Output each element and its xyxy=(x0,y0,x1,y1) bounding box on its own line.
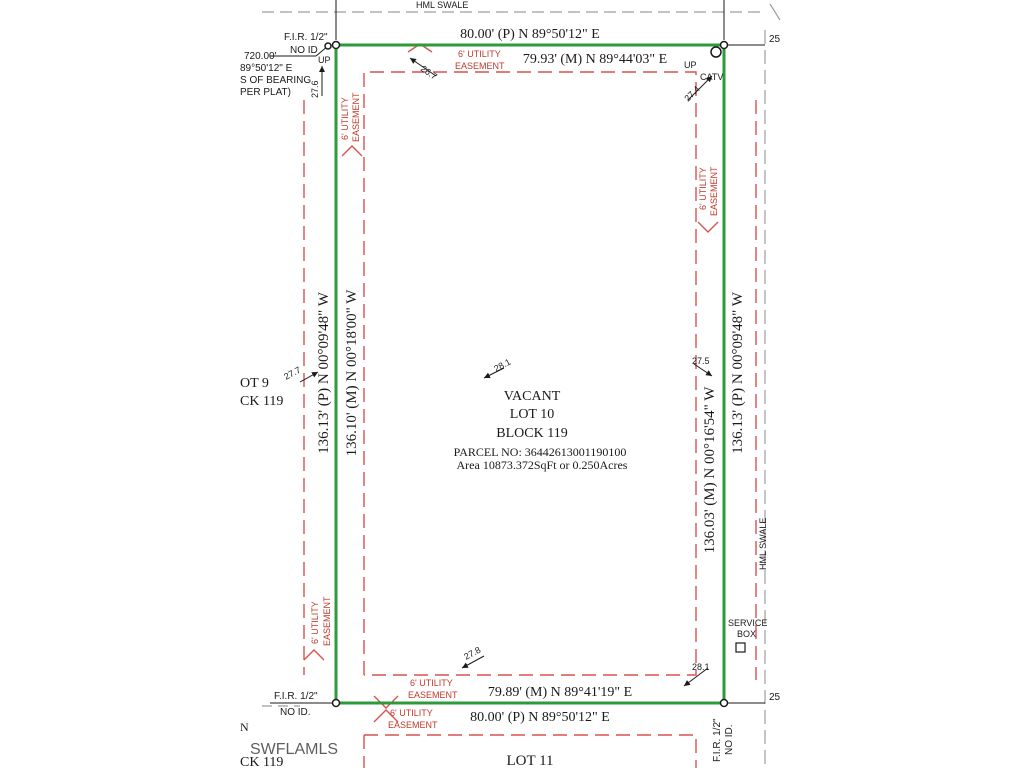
no-id-top-left: NO ID xyxy=(290,45,318,56)
no-id-bottom-left: NO ID. xyxy=(280,707,311,718)
lot-number: LOT 10 xyxy=(509,407,555,422)
easement-right-line1: 6' UTILITY xyxy=(698,167,708,210)
monument-bottom-left xyxy=(333,700,340,707)
offset-26-7: 26.7 xyxy=(418,63,439,82)
basis-bearing: S OF BEARING xyxy=(240,75,312,86)
easement-bottom-line1: 6' UTILITY xyxy=(410,678,453,688)
lot11-n: N xyxy=(240,720,249,734)
corner-monuments xyxy=(325,42,728,707)
fir-bottom-left: F.I.R. 1/2" xyxy=(274,691,318,702)
fir-bottom-right: F.I.R. 1/2" xyxy=(712,718,723,762)
easement-bottom-line2: EASEMENT xyxy=(408,690,458,700)
monument-top-right xyxy=(721,42,728,49)
bearing-small: 89°50'12" E xyxy=(240,63,293,74)
right-meas-bearing: 136.03' (M) N 00°16'54" W xyxy=(702,386,718,554)
offset-arrows xyxy=(300,58,712,686)
lot11-block: CK 119 xyxy=(240,755,284,768)
offset-27-7: 27.7 xyxy=(282,364,303,382)
parcel-number: PARCEL NO: 36442613001190100 xyxy=(453,445,627,459)
service-box-icon xyxy=(736,643,745,652)
offset-28-1-br: 28.1 xyxy=(692,662,710,672)
top-meas-bearing: 79.93' (M) N 89°44'03" E xyxy=(522,52,668,67)
easement-left-line1: 6' UTILITY xyxy=(340,97,350,140)
offset-27-6: 27.6 xyxy=(310,80,320,98)
right-plat-bearing: 136.13' (P) N 00°09'48" W xyxy=(730,292,746,454)
bottom-meas-bearing: 79.89' (M) N 89°41'19" E xyxy=(487,685,633,700)
left-meas-bearing: 136.10' (M) N 00°18'00" W xyxy=(344,289,360,457)
dist-720: 720.00' xyxy=(244,51,277,62)
offset-27-5: 27.5 xyxy=(692,356,710,366)
easement-lot11-line2: EASEMENT xyxy=(388,720,438,730)
easement-top-line2: EASEMENT xyxy=(455,61,505,71)
num-25-bottom: 25 xyxy=(769,692,781,703)
left-plat-bearing: 136.13' (P) N 00°09'48" W xyxy=(316,292,332,454)
easement-chevrons xyxy=(304,44,718,722)
num-25-top: 25 xyxy=(769,34,781,45)
easement-lot11-line1: 6' UTILITY xyxy=(390,708,433,718)
lot9-line1: OT 9 xyxy=(240,376,269,391)
monument-top-left xyxy=(333,42,340,49)
offset-28-1-center: 28.1 xyxy=(492,356,513,374)
top-plat-bearing: 80.00' (P) N 89°50'12" E xyxy=(460,27,600,42)
lot-area: Area 10873.372SqFt or 0.250Acres xyxy=(456,458,628,472)
easement-lower-left-line1: 6' UTILITY xyxy=(310,601,320,644)
lot11-label: LOT 11 xyxy=(506,753,554,768)
swale-label-right: HML SWALE xyxy=(758,517,768,570)
up-top-left: UP xyxy=(318,55,331,65)
offset-27-4: 27.4 xyxy=(682,83,702,104)
lot-block: BLOCK 119 xyxy=(496,426,568,441)
swale-label-top: HML SWALE xyxy=(416,0,469,10)
no-id-bottom-right: NO ID. xyxy=(724,724,735,755)
offset-27-8: 27.8 xyxy=(462,644,483,662)
fir-top-left: F.I.R. 1/2" xyxy=(284,32,328,43)
per-plat: PER PLAT) xyxy=(240,87,291,98)
monument-bottom-right xyxy=(721,700,728,707)
easement-left-line2: EASEMENT xyxy=(351,92,361,142)
utility-pole-top-right xyxy=(711,47,721,57)
lot9-line2: CK 119 xyxy=(240,394,284,409)
watermark: SWFLAMLS xyxy=(250,741,339,758)
bottom-plat-bearing: 80.00' (P) N 89°50'12" E xyxy=(470,710,610,725)
lot-status: VACANT xyxy=(503,389,561,404)
easement-top-line1: 6' UTILITY xyxy=(458,49,501,59)
service-box-line2: BOX xyxy=(737,629,757,639)
catv-label: CATV xyxy=(700,72,724,82)
easement-right-line2: EASEMENT xyxy=(709,166,719,216)
up-top-right: UP xyxy=(684,60,697,70)
easement-lower-left-line2: EASEMENT xyxy=(322,596,332,646)
lot-boundary xyxy=(336,45,724,703)
service-box-line1: SERVICE xyxy=(728,618,768,628)
utility-pole-top-left xyxy=(325,43,331,49)
